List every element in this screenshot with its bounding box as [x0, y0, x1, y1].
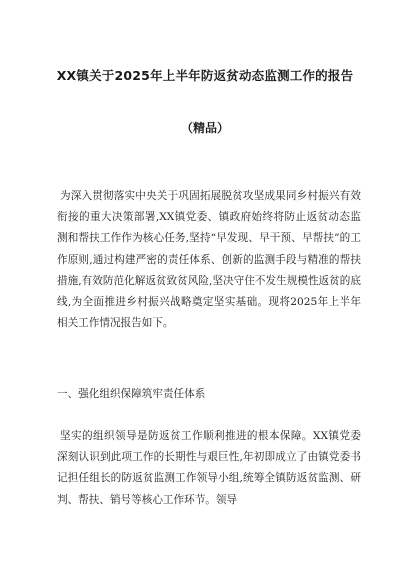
document-subtitle: （精品） [180, 121, 229, 135]
section-heading: 一、强化组织保障筑牢责任体系 [57, 388, 206, 400]
section-paragraph: 坚实的组织领导是防返贫工作顺利推进的根本保障。XX镇党委深刻认识到此项工作的长期性与艰巨性,年初即成立了由镇党委书记担任组长的防返贫监测工作领导小组,统筹全镇防返贫监测、研判、帮扶、销号等核心工作环节。领导 [57, 430, 361, 506]
intro-paragraph: 为深入贯彻落实中央关于巩固拓展脱贫攻坚成果同乡村振兴有效衔接的重大决策部署,XX镇党委、镇政府始终将防止返贫动态监测和帮扶工作作为核心任务,坚持“早发现、早干预、早帮扶”的工作原则,通过构建严密的责任体系、创新的监测手段与精准的帮扶措施,有效防范化解返贫致贫风险,坚决守住不发生规模性返贫的底线,为全面推进乡村振兴战略奠定坚实基础。现将2025年上半年相关工作情况报告如下。 [57, 190, 361, 330]
document-title: XX镇关于2025年上半年防返贫动态监测工作的报告 [56, 68, 354, 83]
